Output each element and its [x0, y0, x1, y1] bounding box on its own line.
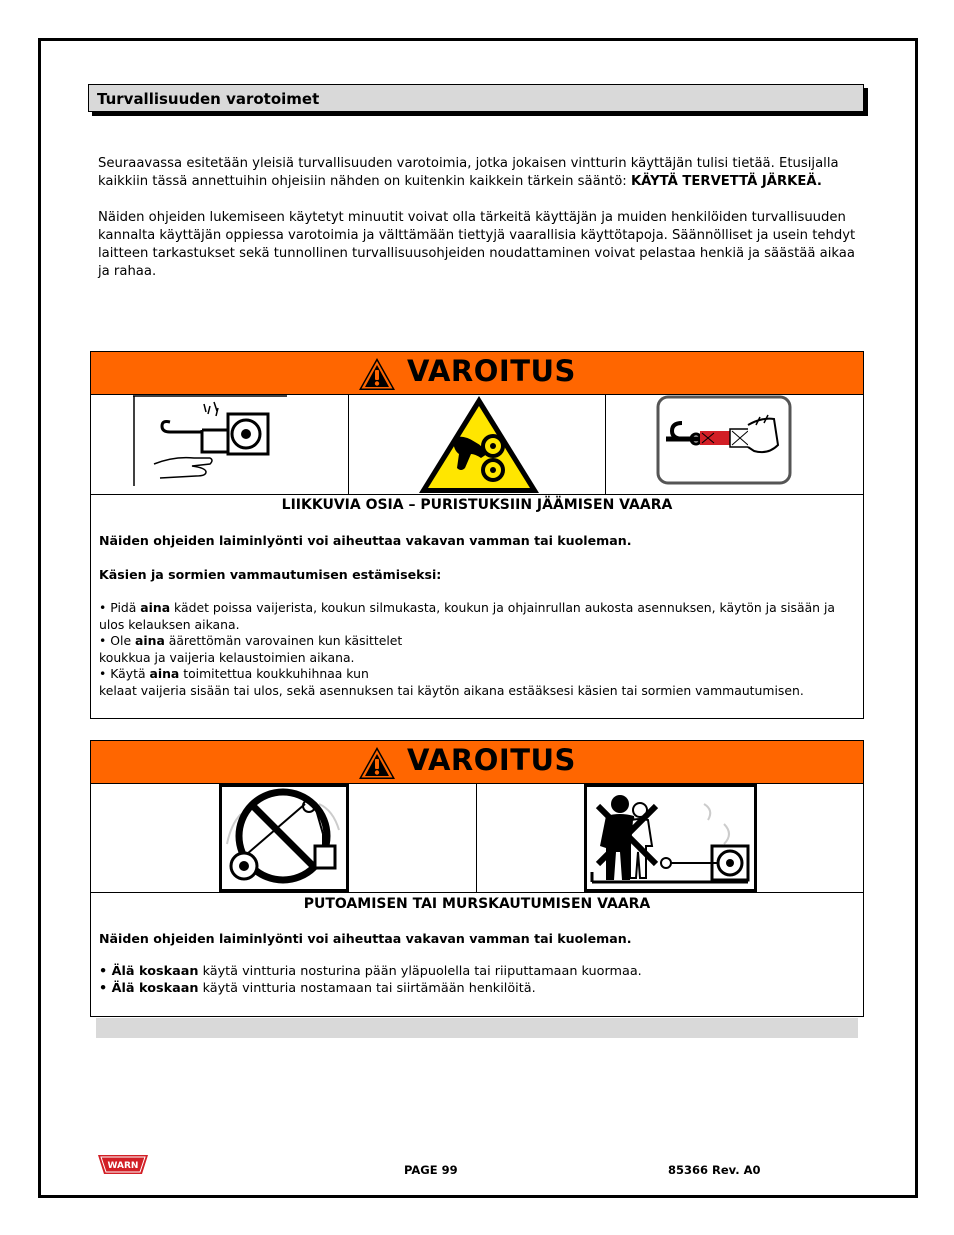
section-title: Turvallisuuden varotoimet: [97, 90, 320, 108]
hazard-title: LIIKKUVIA OSIA – PURISTUKSIIN JÄÄMISEN VAARA: [281, 497, 673, 513]
warning-title: VAROITUS: [407, 743, 576, 777]
bullet-emphasis: aina: [140, 600, 171, 615]
svg-text:WARN: WARN: [107, 1161, 139, 1171]
document-revision: 85366 Rev. A0: [668, 1163, 761, 1177]
consequence-text: Näiden ohjeiden laiminlyönti voi aiheuttaa vakavan vamman tai kuoleman.: [99, 931, 632, 946]
bullet-text: käytä vintturia nostamaan tai siirtämään henkilöitä.: [198, 980, 536, 996]
bullet-text: käytä vintturia nosturina pään yläpuolella tai riiputtamaan kuormaa.: [198, 964, 642, 979]
instruction-list: [99, 964, 851, 997]
warning-triangle-icon: [357, 356, 397, 392]
bullet-emphasis: aina: [135, 633, 165, 648]
list-item: [99, 981, 851, 998]
hand-near-hook-icon: [132, 394, 288, 488]
bullet-prefix: •: [99, 980, 112, 996]
bullet-text: toimitettua koukkuhihnaa kun: [179, 666, 369, 681]
bullet-emphasis: Älä koskaan: [111, 980, 199, 996]
no-people-lifting-icon: [584, 784, 757, 892]
instruction-list: [99, 600, 851, 699]
consequence-text: Näiden ohjeiden laiminlyönti voi aiheuttaa vakavan vamman tai kuoleman.: [99, 533, 632, 548]
list-item: [99, 666, 851, 683]
gray-divider-bar: [96, 1018, 858, 1038]
list-item-continuation: kelaat vaijeria sisään tai ulos, sekä asennuksen tai käytön aikana estääksesi käsien tai sormien vammautumisen.: [99, 682, 804, 698]
bullet-prefix: • Käytä: [99, 666, 150, 681]
intro-p1-bold: KÄYTÄ TERVETTÄ JÄRKEÄ.: [630, 174, 822, 189]
page-number: PAGE 99: [404, 1163, 458, 1177]
bullet-prefix: •: [99, 964, 112, 979]
warning-triangle-icon: [357, 745, 397, 781]
list-item: [99, 964, 851, 981]
svg-text:©1999 ECS, Inc. 800-748-0241 N: ©1999 ECS, Inc. 800-748-0241 No. 1018451D: [442, 489, 516, 493]
intro-text: [98, 155, 858, 281]
bullet-emphasis: aina: [149, 666, 180, 681]
warning-box-falling-crushing: [90, 740, 864, 1017]
bullet-emphasis: Älä koskaan: [111, 964, 199, 979]
bullet-text: kädet poissa vaijerista, koukun silmukasta, koukun ja ohjainrullan aukosta asennuksen, käytön ja sisään ja ulos kelauksen aikana.: [99, 600, 835, 632]
hook-strap-icon: [656, 395, 792, 485]
list-item: [99, 600, 851, 633]
warn-logo: [98, 1152, 148, 1176]
bullet-prefix: • Pidä: [99, 600, 141, 615]
warning-title: VAROITUS: [407, 354, 576, 388]
intro-paragraph-1: [98, 155, 858, 191]
warning-banner: [91, 741, 863, 784]
subheading-text: Käsien ja sormien vammautumisen estämiseksi:: [99, 567, 442, 582]
pinch-point-hazard-icon: [417, 394, 541, 495]
section-heading: [88, 84, 864, 112]
warning-banner: [91, 352, 863, 395]
list-item: [99, 633, 851, 650]
list-item-continuation: koukkua ja vaijeria kelaustoimien aikana.: [99, 649, 355, 665]
intro-p1-text: Seuraavassa esitetään yleisiä turvallisuuden varotoimia, jotka jokaisen vintturin käyttäjän tulisi tietää. Etusijalla kaikkiin tässä annettuihin ohjeisiin nähden on kuitenkin kaikkein tärkein sääntö:: [98, 156, 839, 189]
hazard-title: PUTOAMISEN TAI MURSKAUTUMISEN VAARA: [303, 896, 651, 912]
no-overhead-lifting-icon: [219, 784, 349, 892]
bullet-prefix: • Ole: [99, 633, 136, 648]
warning-box-moving-parts: [90, 351, 864, 719]
bullet-text: äärettömän varovainen kun käsittelet: [164, 633, 403, 648]
intro-paragraph-2: Näiden ohjeiden lukemiseen käytetyt minuutit voivat olla tärkeitä käyttäjän ja muiden henkilöiden turvallisuuden kannalta käyttäjän oppiessa varotoimia ja välttämään tiettyjä vaarallisia käyttötapoja. Säännölliset ja usein tehdyt laitteen tarkastukset sekä tunnollinen turvallisuusohjeiden noudattaminen voivat pelastaa henkiä ja säästää aikaa ja rahaa.: [98, 210, 856, 279]
